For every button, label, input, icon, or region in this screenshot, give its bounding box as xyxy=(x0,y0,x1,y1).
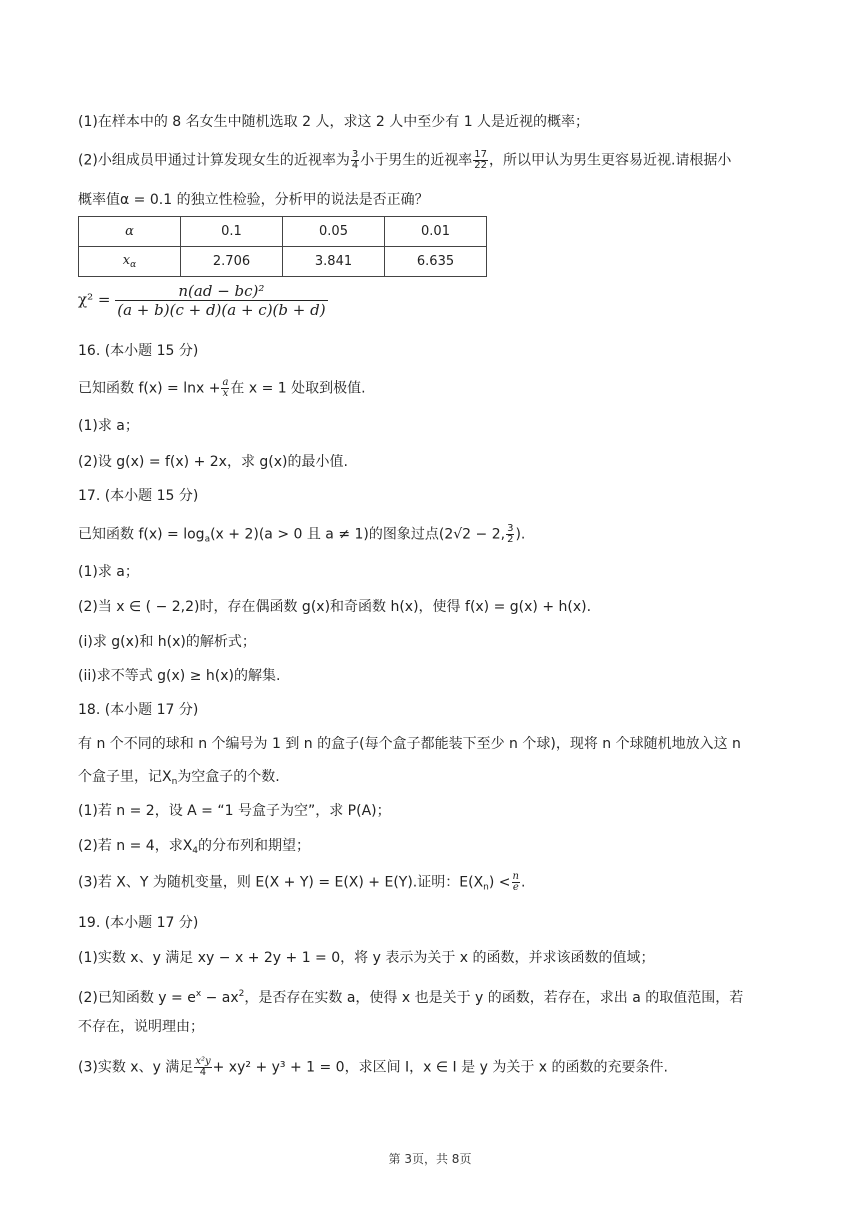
formula-denominator: (a + b)(c + d)(a + c)(b + d) xyxy=(117,301,326,319)
subscript: n xyxy=(171,777,178,787)
q19-part1: (1)实数 x、y 满足 xy − x + 2y + 1 = 0，将 y 表示为关于 x 的函数，并求该函数的值域； xyxy=(78,950,655,966)
formula-lhs: χ² = xyxy=(78,290,111,309)
table-row xyxy=(79,217,487,247)
text: + xy² + y³ + 1 = 0，求区间 I，x ∈ I 是 y 为关于 x 的函数的充要条件. xyxy=(212,1059,668,1076)
text: (3)实数 x、y 满足 xyxy=(78,1059,194,1076)
q15-part2-line1 xyxy=(78,150,731,171)
q17-part1: (1)求 a； xyxy=(78,564,139,580)
table-header-alpha: α xyxy=(79,217,181,247)
fraction-x2y-4 xyxy=(194,1057,211,1078)
q16-heading: 16. (本小题 15 分) xyxy=(78,343,199,359)
text: (2)已知函数 y = e xyxy=(78,990,196,1006)
fraction-a-x xyxy=(221,378,229,399)
critical-value-table xyxy=(78,216,487,277)
q17-part2: (2)当 x ∈ ( − 2,2)时，存在偶函数 g(x)和奇函数 h(x)，使得 f(x) = g(x) + h(x). xyxy=(78,599,592,615)
fraction-n-e xyxy=(512,872,520,893)
q16-stem xyxy=(78,378,366,399)
q17-part2-i: (i)求 g(x)和 h(x)的解析式； xyxy=(78,634,256,650)
table-row xyxy=(79,247,487,277)
text: ，所以甲认为男生更容易近视.请根据小 xyxy=(488,152,732,169)
q15-part2-line2: 概率值α = 0.1 的独立性检验，分析甲的说法是否正确？ xyxy=(78,192,429,208)
denominator: 4 xyxy=(199,1067,207,1078)
fraction-3-4 xyxy=(351,150,359,171)
text: 小于男生的近视率 xyxy=(360,152,473,169)
text: ，是否存在实数 a，使得 x 也是关于 y 的函数，若存在，求出 a 的取值范围，若 xyxy=(244,990,744,1006)
chi-square-formula xyxy=(78,282,328,319)
denominator: 2 xyxy=(507,534,514,545)
q17-stem xyxy=(78,524,525,550)
q18-stem-line2 xyxy=(78,767,280,792)
q16-part2: (2)设 g(x) = f(x) + 2x，求 g(x)的最小值. xyxy=(78,454,348,470)
q19-heading: 19. (本小题 17 分) xyxy=(78,915,199,931)
text: 个盒子里，记X xyxy=(78,769,172,785)
fraction-3-2 xyxy=(506,524,514,545)
label: x xyxy=(122,253,131,268)
q15-part1: (1)在样本中的 8 名女生中随机选取 2 人，求这 2 人中至少有 1 人是近视的概率； xyxy=(78,114,590,130)
text: (2)小组成员甲通过计算发现女生的近视率为 xyxy=(78,152,350,169)
superscript: 2 xyxy=(238,989,245,999)
denominator: e xyxy=(512,882,519,893)
q17-part2-ii: (ii)求不等式 g(x) ≥ h(x)的解集. xyxy=(78,668,281,684)
text: 已知函数 f(x) = log xyxy=(78,526,205,543)
q18-heading: 18. (本小题 17 分) xyxy=(78,702,199,718)
table-cell: 0.1 xyxy=(181,217,283,247)
q16-part1: (1)求 a； xyxy=(78,418,139,434)
q19-part2-line2: 不存在，说明理由； xyxy=(78,1019,204,1035)
page-footer: 第 3页，共 8页 xyxy=(388,1152,472,1166)
subscript: a xyxy=(204,534,211,545)
table-cell: 6.635 xyxy=(385,247,487,277)
table-cell: 0.01 xyxy=(385,217,487,247)
text: 已知函数 f(x) = lnx + xyxy=(78,380,221,397)
subscript: 4 xyxy=(192,846,199,856)
formula-numerator: n(ad − bc)² xyxy=(115,282,327,301)
table-cell: 3.841 xyxy=(283,247,385,277)
q19-part2-line1 xyxy=(78,984,743,1008)
numerator: a xyxy=(222,377,229,388)
text: (x + 2)(a > 0 且 a ≠ 1)的图象过点(2√2 − 2, xyxy=(210,526,506,543)
subscript: n xyxy=(483,882,489,893)
denominator: x xyxy=(222,388,229,399)
numerator: x²y xyxy=(195,1056,211,1067)
q18-part2 xyxy=(78,836,310,861)
numerator: 3 xyxy=(351,149,359,160)
numerator: 3 xyxy=(507,523,514,534)
text: ). xyxy=(515,526,526,543)
text: ) < xyxy=(488,874,511,891)
superscript: x xyxy=(195,989,202,999)
table-cell: 2.706 xyxy=(181,247,283,277)
text: 的分布列和期望； xyxy=(198,838,311,854)
denominator: 4 xyxy=(351,160,359,171)
q19-part3 xyxy=(78,1057,668,1078)
q18-part1: (1)若 n = 2，设 A = “1 号盒子为空”，求 P(A)； xyxy=(78,803,391,819)
text: (2)若 n = 4，求X xyxy=(78,838,193,854)
text: 在 x = 1 处取到极值. xyxy=(230,380,366,397)
q18-part3 xyxy=(78,872,525,898)
formula-fraction xyxy=(115,282,327,319)
text: − ax xyxy=(201,990,239,1006)
numerator: 17 xyxy=(474,149,487,160)
denominator: 22 xyxy=(474,160,487,171)
text: (3)若 X、Y 为随机变量，则 E(X + Y) = E(X) + E(Y).证明：E(X xyxy=(78,874,484,891)
fraction-17-22 xyxy=(473,150,488,171)
numerator: n xyxy=(512,871,519,882)
table-cell: 0.05 xyxy=(283,217,385,247)
text: 为空盒子的个数. xyxy=(177,769,280,785)
q17-heading: 17. (本小题 15 分) xyxy=(78,488,199,504)
text: . xyxy=(521,874,526,891)
q18-stem-line1: 有 n 个不同的球和 n 个编号为 1 到 n 的盒子(每个盒子都能装下至少 n 个球)，现将 n 个球随机地放入这 n xyxy=(78,736,741,752)
subscript: α xyxy=(130,260,137,270)
table-header-x-alpha xyxy=(79,247,181,277)
